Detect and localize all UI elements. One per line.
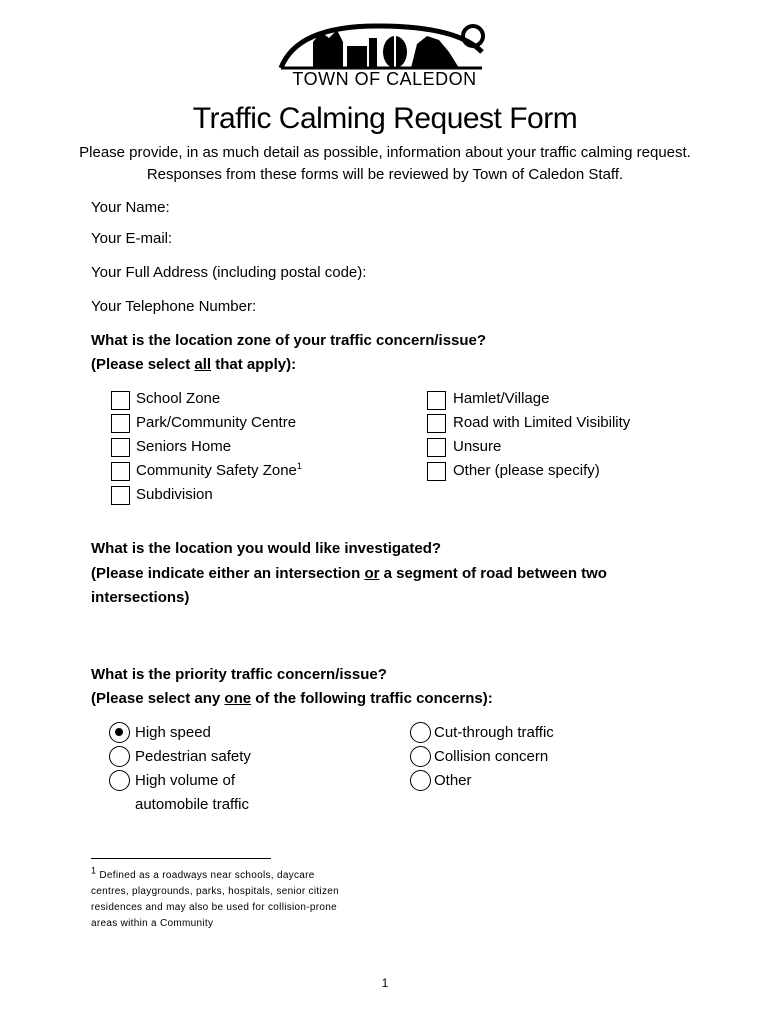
option-other-specify: Other (please specify)	[453, 462, 600, 479]
option-park-community-centre: Park/Community Centre	[136, 414, 297, 431]
option-seniors-home: Seniors Home	[136, 438, 232, 455]
email-field-label[interactable]: Your E-mail:	[91, 230, 173, 247]
question-location-zone-instruction: (Please select all that apply):	[91, 356, 297, 373]
radio-selected-dot	[115, 728, 123, 736]
radio-high-speed[interactable]	[109, 722, 130, 743]
checkbox-community-safety-zone[interactable]	[111, 462, 130, 481]
page-number: 1	[381, 976, 389, 990]
option-high-volume: High volume of	[135, 772, 236, 789]
option-collision-concern: Collision concern	[434, 748, 549, 765]
question-location-instruction-cont: intersections)	[91, 589, 190, 606]
radio-other[interactable]	[410, 770, 431, 791]
radio-cut-through[interactable]	[410, 722, 431, 743]
address-field-label[interactable]: Your Full Address (including postal code):	[91, 264, 367, 281]
checkbox-hamlet-village[interactable]	[427, 391, 446, 410]
checkbox-other-specify[interactable]	[427, 462, 446, 481]
footnote: $^1$ Defined as a roadways near schools, daycare centres, playgrounds, parks, hospitals, senior citizen residences and may also be used for collision-prone areas within a Community	[91, 865, 339, 929]
radio-high-volume[interactable]	[109, 770, 130, 791]
option-pedestrian-safety: Pedestrian safety	[135, 748, 251, 765]
option-subdivision: Subdivision	[136, 486, 213, 503]
option-other: Other	[434, 772, 472, 789]
checkbox-limited-visibility[interactable]	[427, 414, 446, 433]
checkbox-park-community-centre[interactable]	[111, 414, 130, 433]
option-unsure: Unsure	[453, 438, 502, 455]
option-high-volume-cont: automobile traffic	[135, 796, 249, 813]
footnote-number: 1	[91, 865, 97, 876]
footnote-divider	[91, 858, 271, 859]
intro-line-1: Please provide, in as much detail as possible, information about your traffic calming request.	[79, 144, 691, 161]
phone-field-label[interactable]: Your Telephone Number:	[91, 298, 257, 315]
org-name: TOWN OF CALEDON	[292, 69, 477, 89]
radio-collision-concern[interactable]	[410, 746, 431, 767]
checkbox-school-zone[interactable]	[111, 391, 130, 410]
option-school-zone: School Zone	[136, 390, 221, 407]
question-location-investigated: What is the location you would like investigated?	[91, 540, 442, 557]
option-cut-through: Cut-through traffic	[434, 724, 554, 741]
intro-line-2: Responses from these forms will be reviewed by Town of Caledon Staff.	[146, 166, 624, 183]
option-hamlet-village: Hamlet/Village	[453, 390, 550, 407]
option-community-safety-zone: Community Safety Zone$^1$	[136, 461, 302, 479]
option-high-speed: High speed	[135, 724, 211, 741]
page-title: Traffic Calming Request Form	[192, 102, 578, 135]
question-location-instruction: (Please indicate either an intersection or a segment of road between two	[91, 565, 607, 582]
footnote-ref: 1	[296, 461, 302, 471]
checkbox-seniors-home[interactable]	[111, 438, 130, 457]
checkbox-unsure[interactable]	[427, 438, 446, 457]
option-limited-visibility: Road with Limited Visibility	[453, 414, 631, 431]
radio-pedestrian-safety[interactable]	[109, 746, 130, 767]
question-priority-concern: What is the priority traffic concern/issue?	[91, 666, 387, 683]
question-priority-instruction: (Please select any one of the following traffic concerns):	[91, 690, 493, 707]
name-field-label[interactable]: Your Name:	[91, 199, 170, 216]
checkbox-subdivision[interactable]	[111, 486, 130, 505]
question-location-zone: What is the location zone of your traffic concern/issue?	[91, 332, 487, 349]
